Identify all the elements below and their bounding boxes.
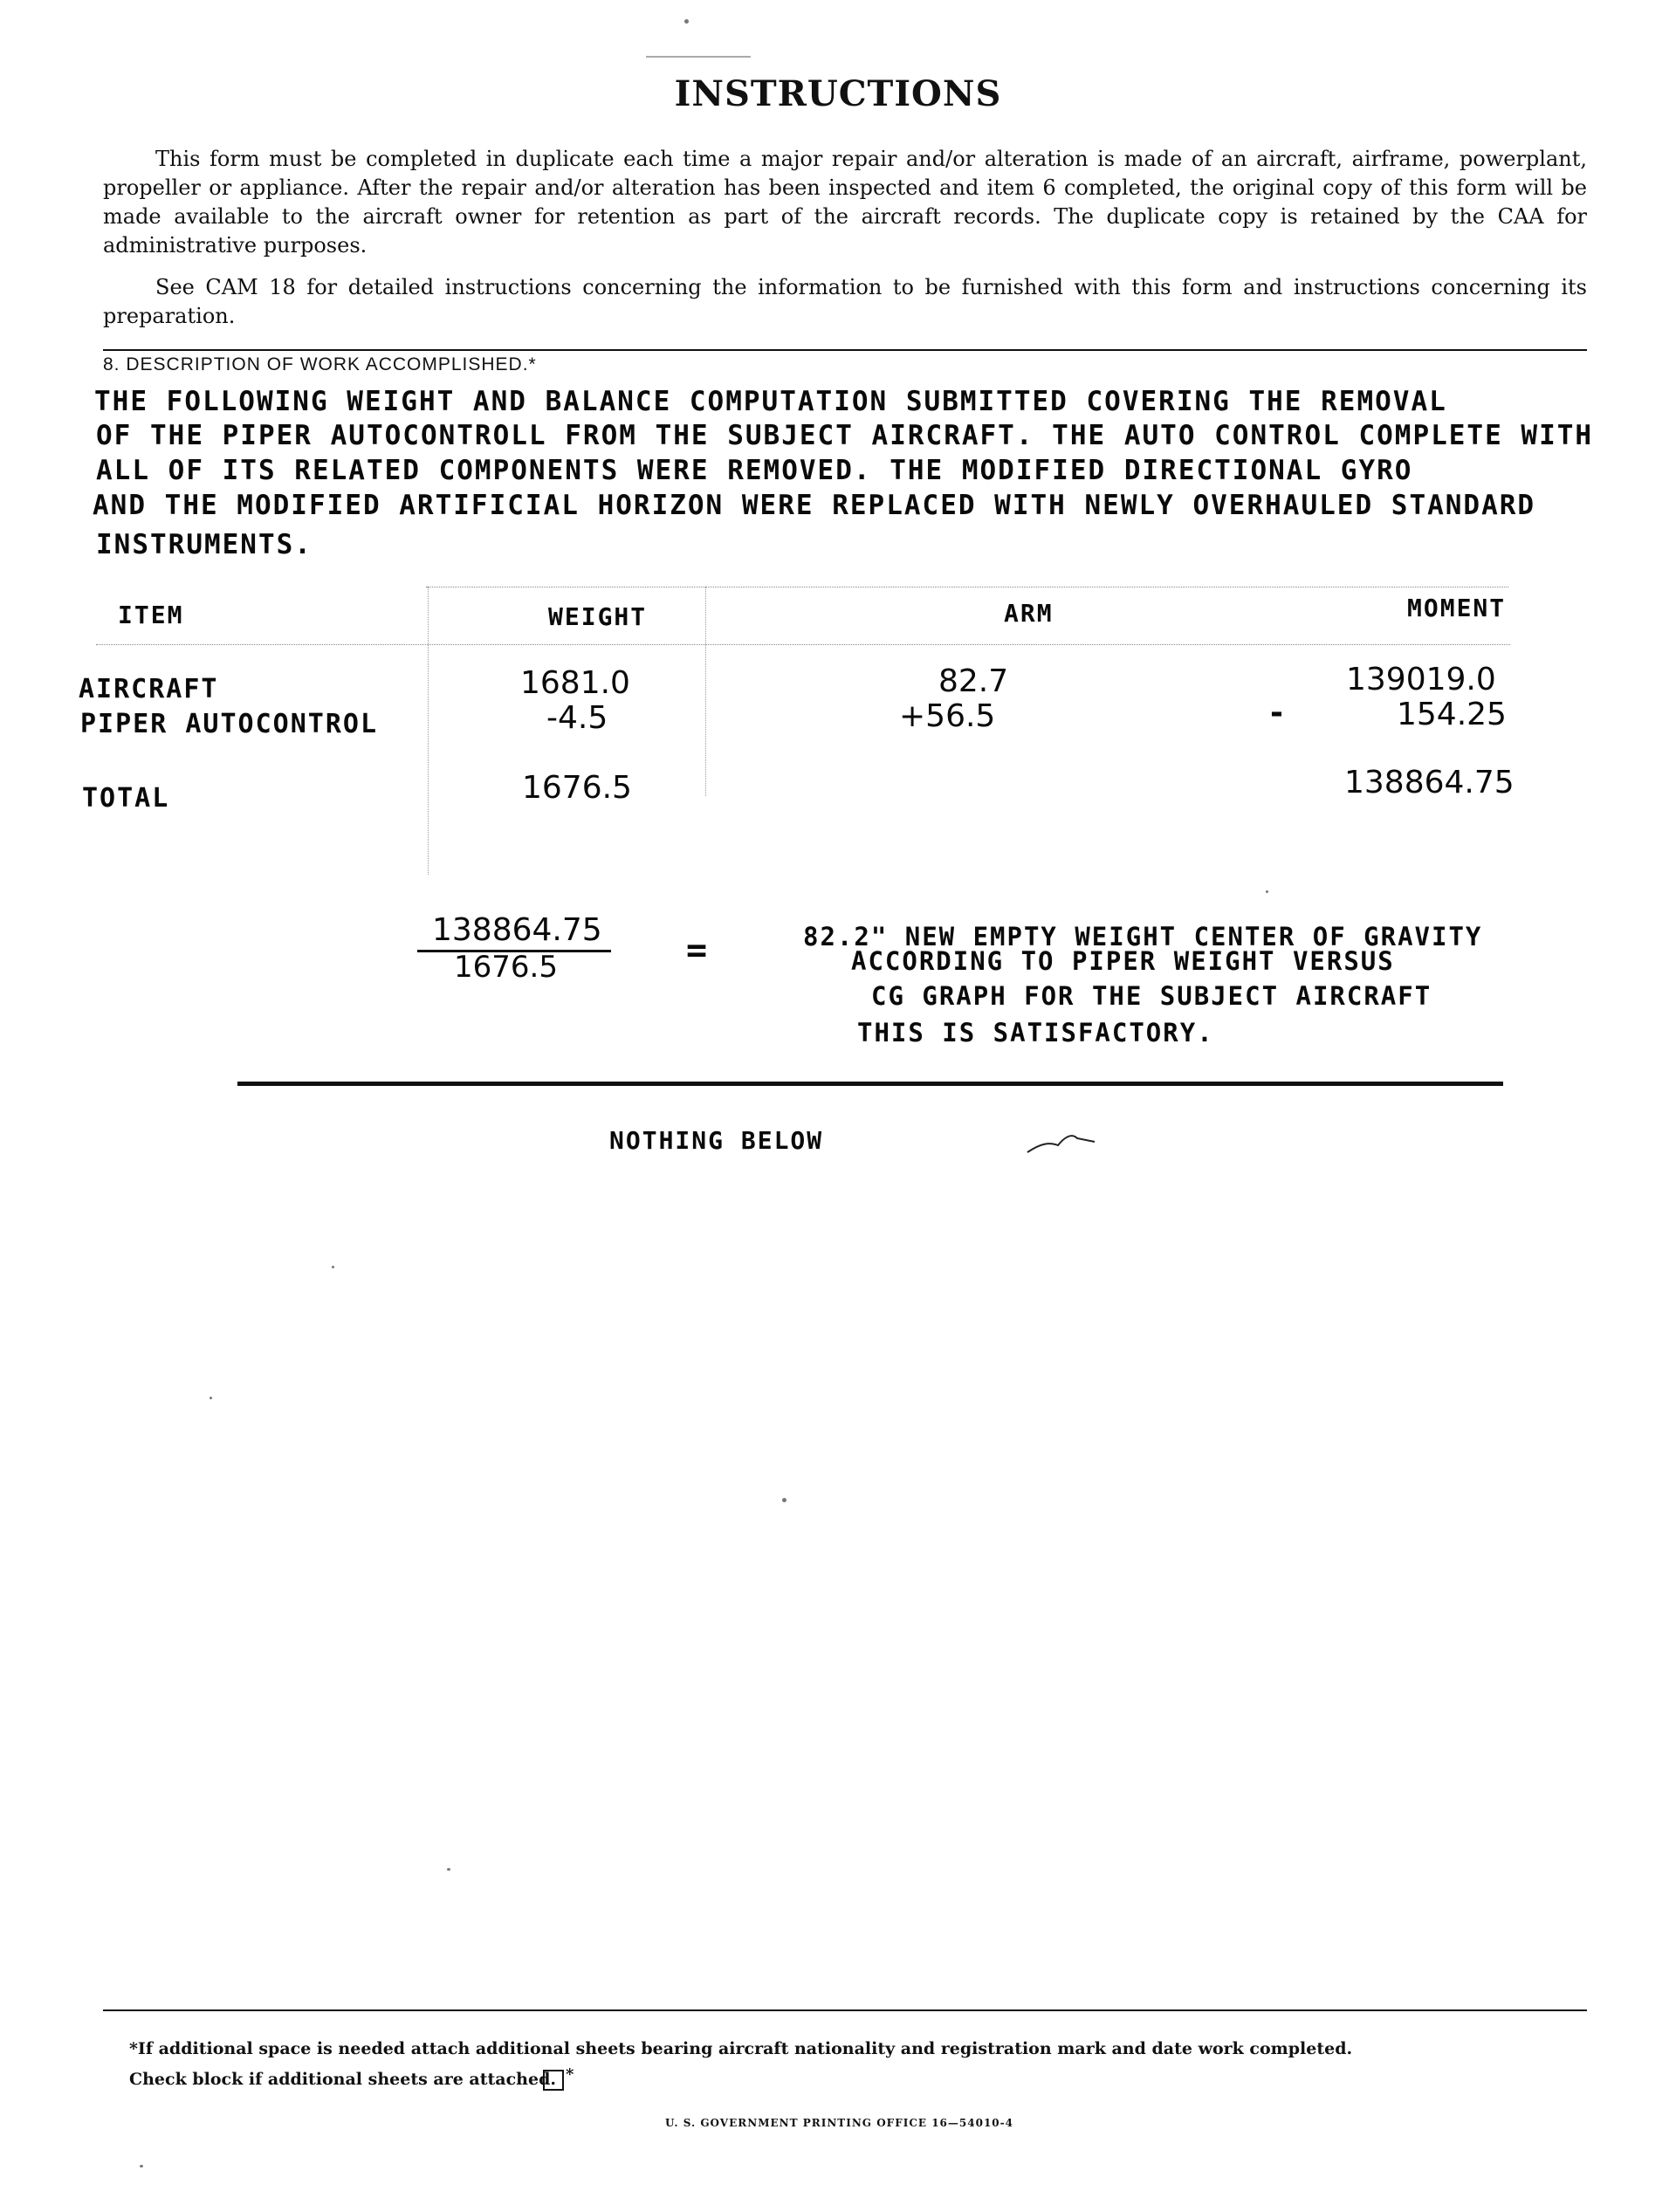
section-8-label: 8. DESCRIPTION OF WORK ACCOMPLISHED.* bbox=[103, 354, 537, 374]
checkbox-asterisk: * bbox=[566, 2065, 574, 2084]
computation-numerator: 138864.75 bbox=[432, 912, 602, 948]
computation-result-line-4: THIS IS SATISFACTORY. bbox=[857, 1018, 1214, 1048]
description-line-4: AND THE MODIFIED ARTIFICIAL HORIZON WERE REPLACED WITH NEWLY OVERHAULED STANDARD bbox=[93, 490, 1536, 521]
computation-result-line-2: ACCORDING TO PIPER WEIGHT VERSUS bbox=[851, 946, 1395, 976]
table-guide-header-bottom bbox=[96, 644, 1510, 645]
column-header-weight: WEIGHT bbox=[548, 602, 648, 631]
instructions-paragraph-2: See CAM 18 for detailed instructions concerning the information to be furnished with this form and instructions concerning its preparation. bbox=[103, 275, 1587, 328]
row-autocontrol-moment-sign: - bbox=[1270, 695, 1283, 731]
check-block-label: Check block if additional sheets are attached. bbox=[129, 2070, 556, 2089]
row-autocontrol-weight: -4.5 bbox=[546, 700, 608, 736]
section-divider-bottom bbox=[103, 2009, 1587, 2011]
description-line-3: ALL OF ITS RELATED COMPONENTS WERE REMOVED. THE MODIFIED DIRECTIONAL GYRO bbox=[96, 455, 1413, 486]
description-line-5: INSTRUMENTS. bbox=[96, 529, 313, 560]
equals-sign: = bbox=[686, 931, 710, 971]
end-of-entry-rule bbox=[237, 1082, 1503, 1086]
column-header-arm: ARM bbox=[1004, 599, 1054, 628]
section-divider-top bbox=[103, 349, 1587, 351]
computation-result-line-3: CG GRAPH FOR THE SUBJECT AIRCRAFT bbox=[871, 981, 1432, 1011]
column-header-moment: MOMENT bbox=[1407, 594, 1507, 622]
additional-sheets-checkbox[interactable] bbox=[543, 2070, 564, 2091]
row-autocontrol-moment: 154.25 bbox=[1397, 697, 1507, 732]
description-line-1: THE FOLLOWING WEIGHT AND BALANCE COMPUTATION SUBMITTED COVERING THE REMOVAL bbox=[94, 386, 1447, 417]
column-header-item: ITEM bbox=[118, 601, 184, 629]
row-aircraft-weight: 1681.0 bbox=[520, 665, 630, 701]
total-label: TOTAL bbox=[82, 783, 170, 814]
computation-result-line-1: 82.2" NEW EMPTY WEIGHT CENTER OF GRAVITY bbox=[803, 922, 1483, 951]
nothing-below-note: NOTHING BELOW bbox=[609, 1126, 824, 1155]
row-aircraft-item: AIRCRAFT bbox=[79, 674, 219, 704]
instructions-heading: INSTRUCTIONS bbox=[674, 73, 1002, 114]
row-aircraft-moment: 139019.0 bbox=[1346, 662, 1496, 697]
handwritten-mark bbox=[1023, 1126, 1102, 1161]
total-weight: 1676.5 bbox=[522, 770, 632, 806]
instructions-paragraph-1: This form must be completed in duplicate each time a major repair and/or alteration is made of an aircraft, airframe, powerplant, propeller or appliance. After the repair and/or alteration has been inspected and item 6 completed, the original copy of this form will be made available to the aircraft owner for retention as part of the aircraft records. The duplicate copy is retained by the CAA for administrative purposes. bbox=[103, 147, 1587, 258]
row-autocontrol-item: PIPER AUTOCONTROL bbox=[80, 709, 379, 739]
table-guide-col-1 bbox=[428, 587, 429, 875]
printing-office-imprint: U. S. GOVERNMENT PRINTING OFFICE 16—54010-4 bbox=[665, 2117, 1013, 2129]
additional-space-footnote: *If additional space is needed attach additional sheets bearing aircraft nationality and registration mark and date work completed. bbox=[129, 2039, 1353, 2058]
table-guide-col-2 bbox=[705, 587, 706, 796]
row-autocontrol-arm: +56.5 bbox=[899, 698, 996, 734]
row-aircraft-arm: 82.7 bbox=[938, 663, 1009, 699]
total-moment: 138864.75 bbox=[1344, 765, 1515, 800]
description-line-2: OF THE PIPER AUTOCONTROLL FROM THE SUBJECT AIRCRAFT. THE AUTO CONTROL COMPLETE WITH bbox=[96, 420, 1594, 451]
computation-denominator: 1676.5 bbox=[454, 950, 558, 985]
